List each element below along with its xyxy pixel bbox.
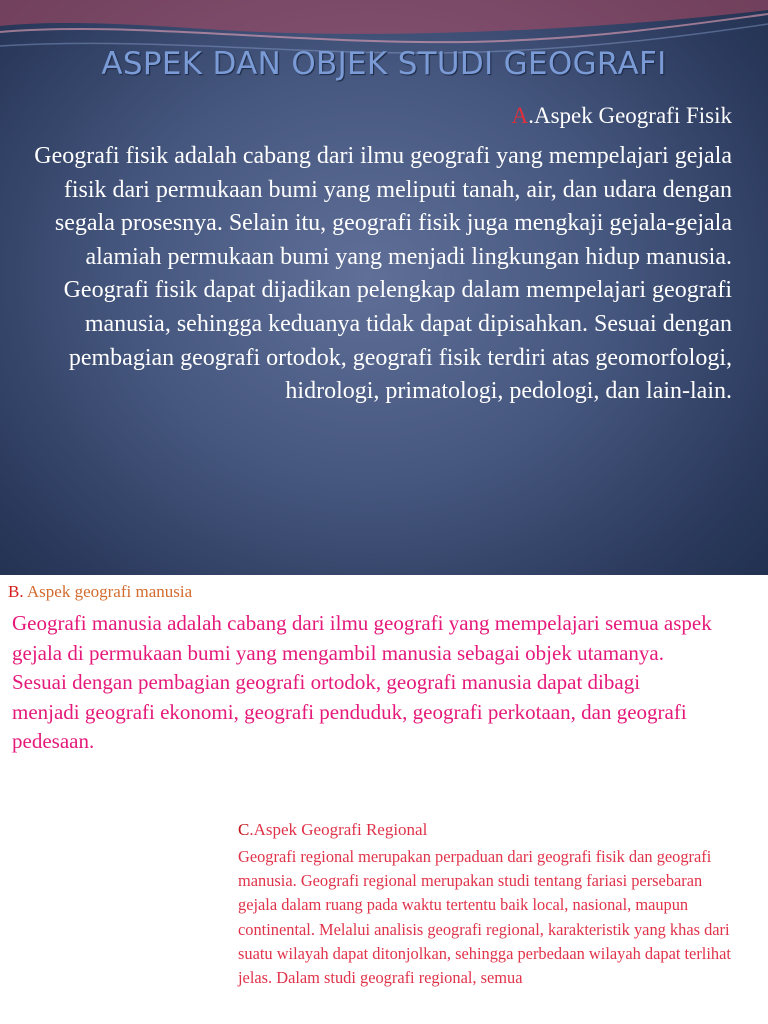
section-a-heading xyxy=(512,103,732,129)
section-b-body: Geografi manusia adalah cabang dari ilmu geografi yang mempelajari semua aspek gejala di permukaan bumi yang mengambil manusia sebagai objek utamanya. Sesuai dengan pembagian geografi ortodok, geografi manusia dapat dibagi menjadi geografi ekonomi, geografi penduduk, geografi perkotaan, dan geografi pedesaan. xyxy=(12,611,712,753)
section-c-body: Geografi regional merupakan perpaduan dari geografi fisik dan geografi manusia. Geografi regional merupakan studi tentang fariasi persebaran gejala dalam ruang pada waktu tertentu baik local, nasional, maupun continental. Melalui analisis geografi regional, karakteristik yang khas dari suatu wilayah dapat ditonjolkan, sehingga perbedaan wilayah dapat terlihat jelas. Dalam studi geografi regional, semua xyxy=(238,847,731,988)
section-a-heading-text: .Aspek Geografi Fisik xyxy=(528,103,732,128)
section-c-heading xyxy=(238,820,427,840)
section-b-heading-text: Aspek geografi manusia xyxy=(23,582,193,601)
section-b-heading xyxy=(8,582,192,602)
section-c-heading-text: .Aspek Geografi Regional xyxy=(249,820,428,839)
section-c-letter: C xyxy=(238,820,250,839)
slide-2 xyxy=(0,575,768,1024)
slide-title: ASPEK DAN OBJEK STUDI GEOGRAFI xyxy=(101,46,667,82)
section-a-letter: A xyxy=(511,103,529,128)
section-b-letter: B. xyxy=(8,582,24,601)
section-a-body: Geografi fisik adalah cabang dari ilmu geografi yang mempelajari gejala fisik dari permukaan bumi yang meliputi tanah, air, dan udara dengan segala prosesnya. Selain itu, geografi fisik juga mengkaji gejala-gejala alamiah permukaan bumi yang menjadi lingkungan hidup manusia. Geografi fisik dapat dijadikan pelengkap dalam mempelajari geografi manusia, sehingga keduanya tidak dapat dipisahkan. Sesuai dengan pembagian geografi ortodok, geografi fisik terdiri atas geomorfologi, hidrologi, primatologi, pedologi, dan lain-lain. xyxy=(34,143,732,405)
